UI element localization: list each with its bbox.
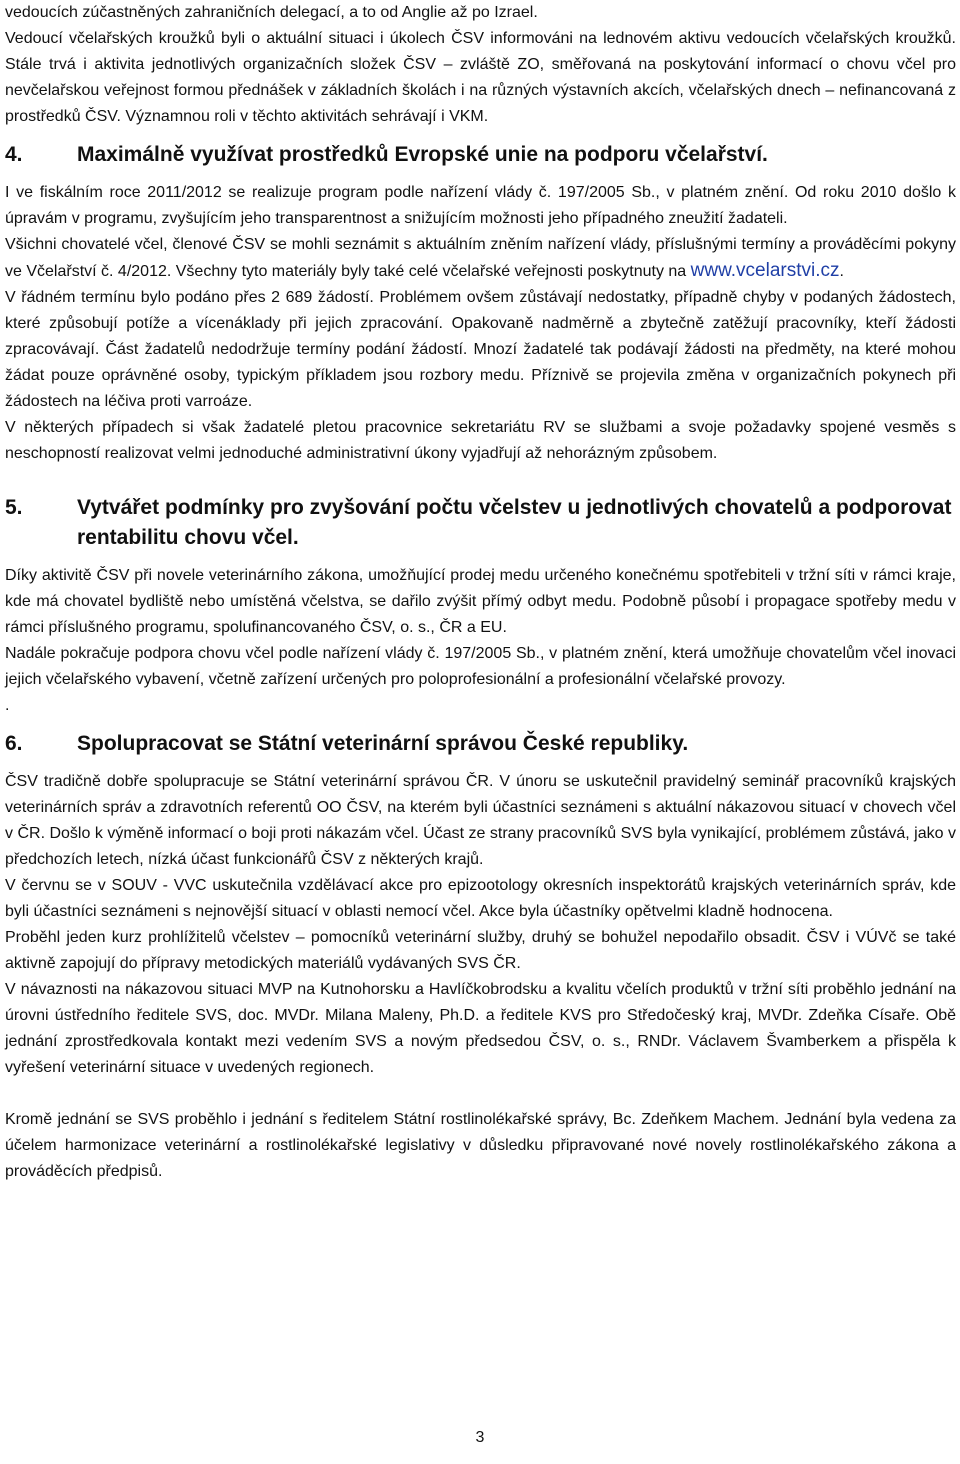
section-6-paragraph-4: V návaznosti na nákazovou situaci MVP na Kutnohorsku a Havlíčkobrodsku a kvalitu včelích produktů v tržní síti proběhlo jednání na úrovni ústředního ředitele SVS, doc. MVDr. Milana Maleny, Ph.D. a ředitele KVS pro Středočeský kraj, MVDr. Zdeňka Císaře. Obě jednání zprostředkovala kontakt mezi vedením SVS a novým předsedou ČSV, o. s., RNDr. Václavem Švamberkem a přispěla k vyřešení veterinární situace v uvedených regionech.: [5, 981, 956, 1076]
section-5-title: Vytvářet podmínky pro zvyšování počtu včelstev u jednotlivých chovatelů a podporovat rentabilitu chovu včel.: [77, 496, 952, 549]
page-number: 3: [475, 1429, 485, 1446]
section-6-paragraph-3: Proběhl jeden kurz prohlížitelů včelstev – pomocníků veterinární služby, druhý se bohužel nepodařilo obsadit. ČSV i VÚVč se také aktivně zapojují do přípravy metodických materiálů vydávaných SVS ČR.: [5, 929, 956, 972]
section-6-paragraph-1: ČSV tradičně dobře spolupracuje se Státní veterinární správou ČR. V únoru se uskutečnil pravidelný seminář pracovníků krajských veterinárních správ a zdravotních referentů OO ČSV, na kterém byli účastníci seznámeni s aktuální nákazovou situací v chovech včel v ČR. Došlo k výměně informací o boji proti nákazám včel. Účast ze strany pracovníků SVS byla vynikající, problémem zůstává, jako v předchozích letech, nízká účast funkcionářů ČSV z některých krajů.: [5, 773, 956, 868]
section-4-paragraph-3: V řádném termínu bylo podáno přes 2 689 žádostí. Problémem ovšem zůstávají nedostatky, případně chyby v podaných žádostech, které způsobují potíže a vícenáklady při jejich zpracování. Opakovaně nadměrně a zbytečně zatěžují pracovníky, kteří žádosti zpracovávají. Část žadatelů nedodržuje termíny podání žádostí. Mnozí žadatelé tak podávají žádosti na předměty, na které mohou žádat pouze oprávněné osoby, typickým příkladem jsou rozbory medu. Příznivě se projevila změna v organizačních pokynech při žádostech na léčiva proti varroáze.: [5, 289, 956, 410]
intro-paragraph: Vedoucí včelařských kroužků byli o aktuální situaci i úkolech ČSV informováni na lednovém aktivu vedoucích včelařských kroužků. Stále trvá i aktivita jednotlivých organizačních složek ČSV – zvláště ZO, směřovaná na poskytování informací o chovu včel pro nevčelařskou veřejnost formou přednášek v základních školách i na různých výstavních akcích, včelařských dnech – nefinancovaná z prostředků ČSV. Významnou roli v těchto aktivitách sehrávají i VKM.: [5, 30, 956, 125]
section-5-number: 5.: [5, 496, 23, 519]
section-6-paragraph-5: Kromě jednání se SVS proběhlo i jednání s ředitelem Státní rostlinolékařské správy, Bc. Zdeňkem Machem. Jednání byla vedena za účelem harmonizace veterinární a rostlinolékařské legislativy v důsledku připravované nové novely rostlinolékařského zákona a prováděcích předpisů.: [5, 1111, 956, 1180]
section-4-paragraph-2: [5, 232, 956, 285]
section-4-heading: [5, 140, 956, 170]
section-6-number: 6.: [5, 732, 23, 755]
intro-line: vedoucích zúčastněných zahraničních delegací, a to od Anglie až po Izrael.: [5, 4, 538, 21]
vcelarstvi-link[interactable]: www.vcelarstvi.cz: [690, 260, 840, 281]
section-6-title: Spolupracovat se Státní veterinární správou České republiky.: [77, 732, 689, 755]
section-4-paragraph-2-text: Všichni chovatelé včel, členové ČSV se mohli seznámit s aktuálním zněním nařízení vlády, příslušnými termíny a prováděcími pokyny ve Včelařství č. 4/2012. Všechny tyto materiály byly také celé včelařské veřejnosti poskytnuty na: [5, 236, 956, 280]
section-5-paragraph-2: Nadále pokračuje podpora chovu včel podle nařízení vlády č. 197/2005 Sb., v platném znění, která umožňuje chovatelům včel inovaci jejich včelařského vybavení, včetně zařízení určených pro poloprofesionální a profesionální včelařské provozy.: [5, 645, 956, 688]
section-6-paragraph-2: V červnu se v SOUV - VVC uskutečnila vzdělávací akce pro epizootology okresních inspektorátů krajských veterinárních správ, kde byli účastníci seznámeni s nejnovější situací v oblasti nemocí včel. Akce byla účastníky opětvelmi kladně hodnocena.: [5, 877, 956, 920]
section-4-title: Maximálně využívat prostředků Evropské unie na podporu včelařství.: [77, 143, 768, 166]
section-4-paragraph-2-end: .: [839, 263, 844, 280]
section-4-number: 4.: [5, 143, 23, 166]
section-5-heading: [5, 493, 956, 553]
section-5-paragraph-1: Díky aktivitě ČSV při novele veterinárního zákona, umožňující prodej medu určeného konečnému spotřebiteli v tržní síti v rámci kraje, kde má chovatel bydliště nebo umístěná včelstva, se dařilo zvýšit přímý odbyt medu. Podobně působí i propagace spotřeby medu v rámci příslušného programu, spolufinancovaného ČSV, o. s., ČR a EU.: [5, 567, 956, 636]
section-5-dot: .: [5, 697, 10, 714]
section-4-paragraph-1: I ve fiskálním roce 2011/2012 se realizuje program podle nařízení vlády č. 197/2005 Sb., v platném znění. Od roku 2010 došlo k úpravám v programu, zvyšujícím jeho transparentnost a snižujícím možnosti jeho případného zneužití žadateli.: [5, 184, 956, 227]
section-4-paragraph-4: V některých případech si však žadatelé pletou pracovnice sekretariátu RV se službami a svoje požadavky spojené vesměs s neschopností realizovat velmi jednoduché administrativní úkony vyjadřují až nehorázným způsobem.: [5, 419, 956, 462]
section-6-heading: [5, 729, 956, 759]
